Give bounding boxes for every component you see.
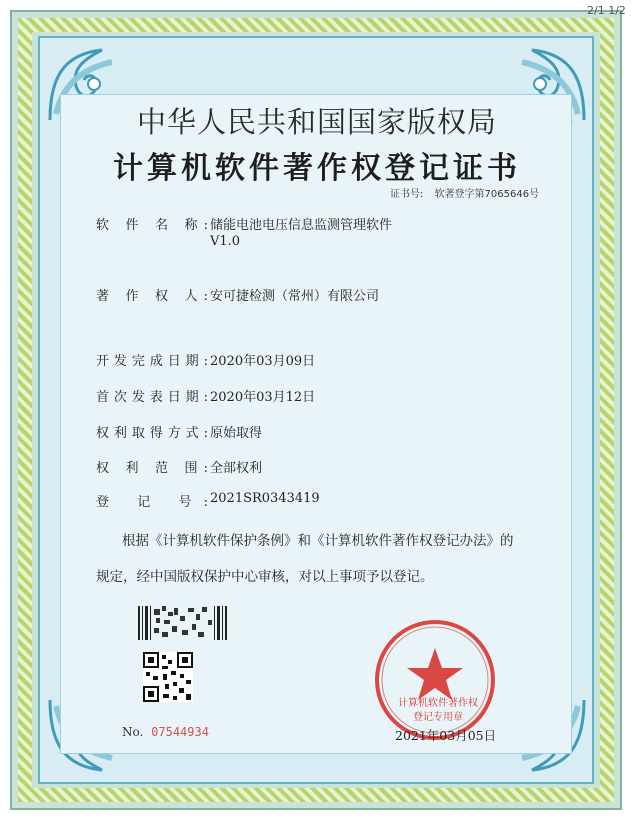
legal-basis-line-2: 规定，经中国版权保护中心审核，对以上事项予以登记。 xyxy=(96,569,434,585)
field-label: 登 记 号: xyxy=(96,495,208,510)
field-value: 安可捷检测（常州）有限公司 xyxy=(210,289,380,304)
field-acquisition-method xyxy=(96,422,263,441)
seal-text-line-1: 计算机软件著作权 xyxy=(398,698,478,709)
field-copyright-owner xyxy=(96,285,380,304)
qr-code-icon xyxy=(143,652,193,702)
field-value: 2021SR0343419 xyxy=(210,491,320,506)
barcode-icon xyxy=(138,606,228,640)
certificate-number-label: 证书号: xyxy=(390,189,424,200)
official-seal-icon xyxy=(373,618,497,742)
legal-basis-line-1: 根据《计算机软件保护条例》和《计算机软件著作权登记办法》的 xyxy=(122,533,514,549)
field-publication-date xyxy=(96,386,316,405)
field-label: 权 利 范 围: xyxy=(96,461,208,476)
field-software-version: V1.0 xyxy=(210,234,241,249)
issuing-authority-title: 中华人民共和国国家版权局 xyxy=(136,105,497,139)
field-label: 软 件 名 称: xyxy=(96,218,208,233)
certificate-number xyxy=(390,185,547,200)
handwritten-note: 2/1 1/2 xyxy=(587,4,626,17)
field-label: 著 作 权 人: xyxy=(96,289,208,304)
field-value: 原始取得 xyxy=(210,426,263,441)
serial-number xyxy=(122,725,209,739)
field-label: 首次发表日期: xyxy=(96,390,208,405)
field-software-name xyxy=(96,214,393,233)
field-value: 储能电池电压信息监测管理软件 xyxy=(210,218,393,233)
field-completion-date xyxy=(96,350,316,369)
certificate-number-value: 软著登字第7065646号 xyxy=(434,189,540,200)
seal-text-line-2: 登记专用章 xyxy=(413,712,463,723)
field-rights-scope xyxy=(96,457,263,476)
field-value: 2020年03月09日 xyxy=(210,354,316,369)
issue-date: 2021年03月05日 xyxy=(395,728,497,743)
serial-value: 07544934 xyxy=(151,725,209,739)
field-label: 开发完成日期: xyxy=(96,354,208,369)
serial-prefix: No. xyxy=(122,725,144,739)
field-registration-number xyxy=(96,491,320,510)
field-value: 2020年03月12日 xyxy=(210,390,316,405)
field-value: 全部权利 xyxy=(210,461,263,476)
field-label: 权利取得方式: xyxy=(96,426,208,441)
certificate-title: 计算机软件著作权登记证书 xyxy=(113,151,521,186)
